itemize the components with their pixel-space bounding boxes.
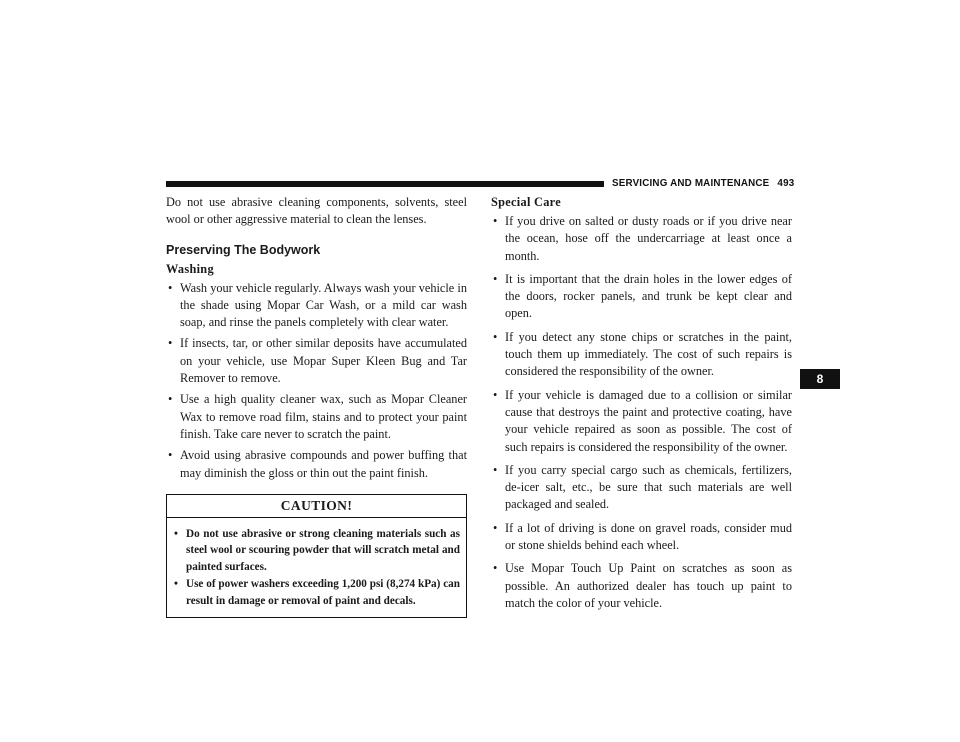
caution-box (166, 494, 467, 619)
list-item: • Use a high quality cleaner wax, such as Mopar Cleaner Wax to remove road film, stains and to protect your paint finish. Take care never to scratch the paint. (166, 391, 467, 443)
list-item: • If your vehicle is damaged due to a collision or similar cause that destroys the paint and protective coating, have your vehicle repaired as soon as possible. The cost of such repairs is considered the responsibility of the owner. (491, 387, 792, 456)
right-column (491, 194, 792, 618)
intro-paragraph: Do not use abrasive cleaning components, solvents, steel wool or other aggressive material to clean the lenses. (166, 195, 467, 227)
list-item: • It is important that the drain holes in the lower edges of the doors, rocker panels, and trunk be kept clear and open. (491, 271, 792, 323)
chapter-tab[interactable]: 8 (800, 369, 840, 389)
list-item: • Avoid using abrasive compounds and power buffing that may diminish the gloss or thin out the paint finish. (166, 447, 467, 482)
running-header (612, 177, 795, 191)
caution-body (167, 518, 466, 618)
washing-list (166, 280, 467, 482)
caution-title: CAUTION! (167, 495, 466, 518)
list-item: • If a lot of driving is done on gravel roads, consider mud or stone shields behind each wheel. (491, 520, 792, 555)
list-item: • If insects, tar, or other similar deposits have accumulated on your vehicle, use Mopar Super Kleen Bug and Tar Remover to remove. (166, 335, 467, 387)
section-title: SERVICING AND MAINTENANCE (612, 178, 770, 189)
list-item: • If you carry special cargo such as chemicals, fertilizers, de-icer salt, etc., be sure that such materials are well packaged and sealed. (491, 462, 792, 514)
page-number: 493 (777, 178, 795, 189)
list-item: • Wash your vehicle regularly. Always wash your vehicle in the shade using Mopar Car Wash, or a mild car wash soap, and rinse the panels completely with clear water. (166, 280, 467, 332)
caution-item: • Use of power washers exceeding 1,200 psi (8,274 kPa) can result in damage or removal of paint and decals. (172, 576, 460, 609)
washing-heading: Washing (166, 261, 214, 276)
special-care-heading: Special Care (491, 195, 561, 209)
section-heading: Preserving The Bodywork (166, 242, 321, 257)
special-care-list (491, 213, 792, 612)
list-item: • Use Mopar Touch Up Paint on scratches as soon as possible. An authorized dealer has touch up paint to match the color of your vehicle. (491, 560, 792, 612)
caution-list (172, 526, 460, 610)
list-item: • If you detect any stone chips or scratches in the paint, touch them up immediately. The cost of such repairs is considered the responsibility of the owner. (491, 329, 792, 381)
list-item: • If you drive on salted or dusty roads or if you drive near the ocean, hose off the undercarriage at least once a month. (491, 213, 792, 265)
caution-item: • Do not use abrasive or strong cleaning materials such as steel wool or scouring powder that will scratch metal and painted surfaces. (172, 526, 460, 576)
left-column (166, 194, 467, 618)
header-rule (166, 181, 604, 187)
